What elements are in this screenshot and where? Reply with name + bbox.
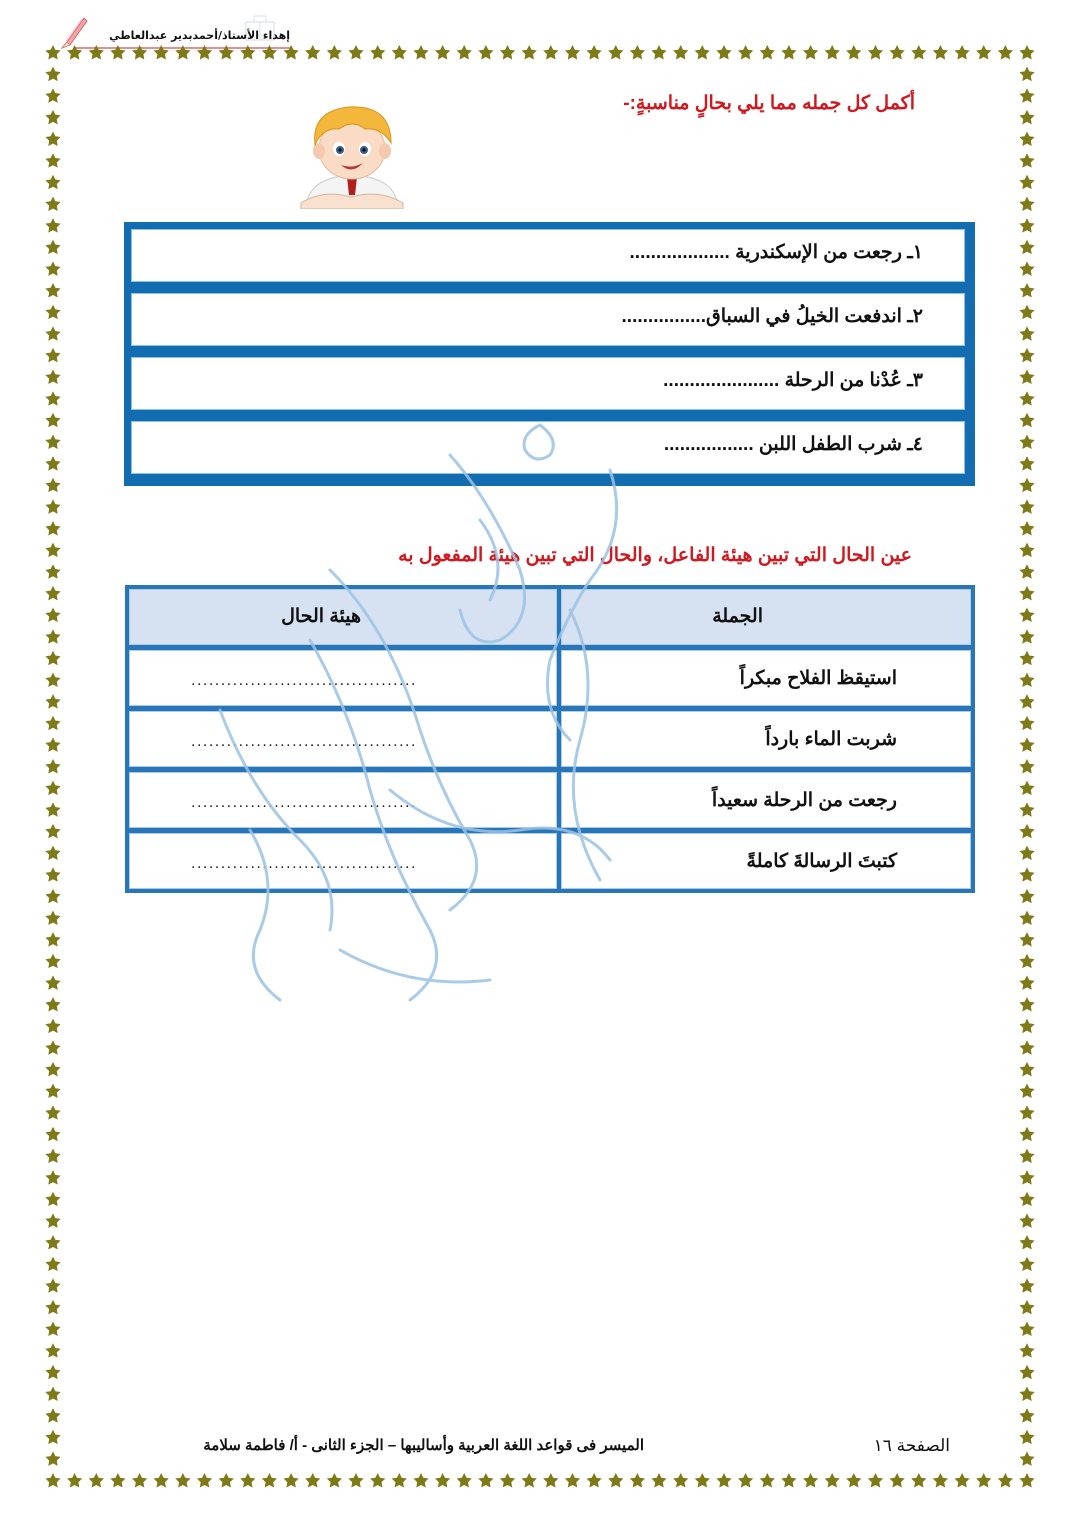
- answer-blank[interactable]: ......................................: [191, 672, 417, 689]
- star-icon: [45, 1300, 60, 1314]
- star-icon: [1019, 932, 1034, 946]
- exercise2-title: عين الحال التي تبين هيئة الفاعل، والحال التي تبين هيئة المفعول به: [398, 545, 912, 566]
- star-icon: [45, 954, 60, 968]
- star-icon: [1019, 629, 1034, 643]
- star-icon: [457, 45, 472, 59]
- star-icon: [45, 846, 60, 860]
- star-icon: [45, 1322, 60, 1336]
- star-icon: [1019, 586, 1034, 600]
- star-icon: [240, 1473, 255, 1487]
- star-icon: [45, 1257, 60, 1271]
- star-icon: [1019, 348, 1034, 362]
- star-icon: [1019, 824, 1034, 838]
- star-icon: [370, 1473, 385, 1487]
- table-row-answer[interactable]: [129, 711, 557, 767]
- star-icon: [608, 1473, 623, 1487]
- star-icon: [45, 1408, 60, 1422]
- star-icon: [45, 824, 60, 838]
- star-icon: [1019, 1084, 1034, 1098]
- star-icon: [45, 499, 60, 513]
- star-icon: [1019, 737, 1034, 751]
- star-icon: [1019, 1365, 1034, 1379]
- star-icon: [45, 1084, 60, 1098]
- star-icon: [327, 45, 342, 59]
- star-icon: [1019, 1127, 1034, 1141]
- star-icon: [651, 1473, 666, 1487]
- star-icon: [1019, 997, 1034, 1011]
- star-icon: [1019, 197, 1034, 211]
- star-icon: [45, 1387, 60, 1401]
- star-icon: [45, 975, 60, 989]
- star-icon: [45, 694, 60, 708]
- star-icon: [1019, 132, 1034, 146]
- star-icon: [284, 1473, 299, 1487]
- star-icon: [45, 1278, 60, 1292]
- star-icon: [45, 175, 60, 189]
- star-icon: [45, 88, 60, 102]
- star-icon: [846, 45, 861, 59]
- star-icon: [587, 1473, 602, 1487]
- star-icon: [1019, 1408, 1034, 1422]
- star-icon: [1019, 1149, 1034, 1163]
- star-icon: [45, 1127, 60, 1141]
- exercise1-item-text: ٢ـ اندفعت الخيلُ في السباق................: [621, 306, 923, 327]
- star-icon: [911, 1473, 926, 1487]
- exercise1-item: [131, 357, 965, 410]
- star-icon: [1019, 781, 1034, 795]
- star-icon: [45, 737, 60, 751]
- star-icon: [933, 1473, 948, 1487]
- header-sentence-label: الجملة: [712, 606, 763, 627]
- sentence-text: استيقظ الفلاح مبكراً: [739, 668, 897, 689]
- exercise1-item: [131, 229, 965, 282]
- star-icon: [543, 1473, 558, 1487]
- exercise1-title: أكمل كل جمله مما يلي بحالٍ مناسبةٍ:-: [623, 93, 915, 114]
- table-row-sentence: [561, 711, 971, 767]
- star-icon: [716, 45, 731, 59]
- star-icon: [1019, 867, 1034, 881]
- star-icon: [1019, 1235, 1034, 1249]
- table-row-answer[interactable]: [129, 772, 557, 828]
- star-icon: [955, 1473, 970, 1487]
- star-icon: [45, 370, 60, 384]
- star-icon: [1019, 954, 1034, 968]
- star-icon: [695, 45, 710, 59]
- star-icon: [868, 1473, 883, 1487]
- star-icon: [781, 1473, 796, 1487]
- star-icon: [500, 1473, 515, 1487]
- exercise1-item: [131, 421, 965, 474]
- star-icon: [522, 45, 537, 59]
- table-header-state: [129, 589, 557, 645]
- star-icon: [695, 1473, 710, 1487]
- star-icon: [608, 45, 623, 59]
- star-icon: [45, 543, 60, 557]
- star-icon: [1019, 521, 1034, 535]
- star-icon: [45, 348, 60, 362]
- star-icon: [976, 1473, 991, 1487]
- star-icon: [565, 45, 580, 59]
- star-icon: [1019, 1019, 1034, 1033]
- exercise1-item-text: ١ـ رجعت من الإسكندرية ...................: [629, 242, 923, 263]
- star-icon: [478, 1473, 493, 1487]
- star-icon: [1019, 1473, 1034, 1487]
- star-icon: [45, 326, 60, 340]
- star-icon: [45, 153, 60, 167]
- star-icon: [45, 586, 60, 600]
- credit-underline: [75, 47, 290, 49]
- star-icon: [673, 1473, 688, 1487]
- star-icon: [1019, 478, 1034, 492]
- star-icon: [219, 1473, 234, 1487]
- star-icon: [154, 1473, 169, 1487]
- star-icon: [976, 45, 991, 59]
- star-icon: [132, 1473, 147, 1487]
- star-icon: [67, 1473, 82, 1487]
- star-icon: [1019, 673, 1034, 687]
- star-icon: [45, 716, 60, 730]
- star-icon: [1019, 391, 1034, 405]
- star-icon: [45, 1062, 60, 1076]
- star-icon: [1019, 1105, 1034, 1119]
- exercise1-item-text: ٤ـ شرب الطفل اللبن .................: [663, 434, 923, 455]
- star-icon: [760, 1473, 775, 1487]
- star-icon: [1019, 45, 1034, 59]
- star-icon: [45, 759, 60, 773]
- star-icon: [45, 1213, 60, 1227]
- star-icon: [45, 1105, 60, 1119]
- star-icon: [803, 1473, 818, 1487]
- star-icon: [565, 1473, 580, 1487]
- star-icon: [1019, 326, 1034, 340]
- star-icon: [825, 45, 840, 59]
- star-icon: [587, 45, 602, 59]
- star-icon: [1019, 975, 1034, 989]
- exercise1-box: [124, 222, 975, 486]
- star-icon: [45, 608, 60, 622]
- star-icon: [1019, 218, 1034, 232]
- star-icon: [1019, 846, 1034, 860]
- star-icon: [868, 45, 883, 59]
- star-icon: [305, 1473, 320, 1487]
- star-icon: [45, 1149, 60, 1163]
- star-icon: [998, 45, 1013, 59]
- star-icon: [522, 1473, 537, 1487]
- star-icon: [45, 240, 60, 254]
- star-icon: [825, 1473, 840, 1487]
- star-icon: [1019, 413, 1034, 427]
- star-icon: [803, 45, 818, 59]
- star-icon: [1019, 305, 1034, 319]
- star-icon: [45, 1235, 60, 1249]
- star-icon: [45, 802, 60, 816]
- footer-page-number: الصفحة ١٦: [873, 1436, 950, 1455]
- star-icon: [45, 1430, 60, 1444]
- table-row-sentence: [561, 772, 971, 828]
- star-icon: [478, 45, 493, 59]
- star-icon: [651, 45, 666, 59]
- star-icon: [1019, 608, 1034, 622]
- star-icon: [45, 1170, 60, 1184]
- star-icon: [45, 283, 60, 297]
- star-icon: [45, 781, 60, 795]
- star-icon: [760, 45, 775, 59]
- star-icon: [1019, 651, 1034, 665]
- star-icon: [1019, 370, 1034, 384]
- sentence-text: كتبتَ الرسالةَ كاملةً: [746, 851, 897, 872]
- star-icon: [890, 1473, 905, 1487]
- boy-illustration: [293, 97, 411, 209]
- star-icon: [175, 1473, 190, 1487]
- star-icon: [45, 1343, 60, 1357]
- star-icon: [543, 45, 558, 59]
- star-icon: [1019, 1451, 1034, 1465]
- star-icon: [1019, 1387, 1034, 1401]
- star-icon: [955, 45, 970, 59]
- star-icon: [1019, 283, 1034, 297]
- star-icon: [1019, 499, 1034, 513]
- answer-blank[interactable]: ......................................: [191, 794, 417, 811]
- star-icon: [45, 564, 60, 578]
- star-icon: [781, 45, 796, 59]
- credit-text: إهداء الأستاذ/أحمدبدير عبدالعاطي: [109, 29, 290, 42]
- exercise1-item: [131, 293, 965, 346]
- star-icon: [45, 1019, 60, 1033]
- star-icon: [45, 1192, 60, 1206]
- star-icon: [305, 45, 320, 59]
- star-icon: [435, 1473, 450, 1487]
- star-icon: [348, 1473, 363, 1487]
- star-icon: [45, 67, 60, 81]
- star-icon: [45, 629, 60, 643]
- star-icon: [1019, 435, 1034, 449]
- star-icon: [45, 261, 60, 275]
- star-icon: [1019, 1213, 1034, 1227]
- star-icon: [262, 1473, 277, 1487]
- star-icon: [1019, 67, 1034, 81]
- star-icon: [1019, 1343, 1034, 1357]
- star-icon: [45, 110, 60, 124]
- star-icon: [45, 1473, 60, 1487]
- star-icon: [1019, 1170, 1034, 1184]
- star-icon: [998, 1473, 1013, 1487]
- star-icon: [1019, 1278, 1034, 1292]
- star-icon: [413, 45, 428, 59]
- table-header-sentence: [561, 589, 971, 645]
- star-icon: [197, 1473, 212, 1487]
- star-icon: [1019, 1062, 1034, 1076]
- star-icon: [1019, 1257, 1034, 1271]
- star-icon: [1019, 889, 1034, 903]
- star-icon: [1019, 153, 1034, 167]
- exercise1-item-text: ٣ـ عُدْنا من الرحلة ......................: [663, 370, 923, 391]
- star-icon: [630, 45, 645, 59]
- star-icon: [846, 1473, 861, 1487]
- star-icon: [738, 45, 753, 59]
- star-icon: [45, 197, 60, 211]
- star-icon: [45, 1451, 60, 1465]
- star-icon: [1019, 911, 1034, 925]
- star-icon: [1019, 456, 1034, 470]
- star-icon: [1019, 1430, 1034, 1444]
- star-icon: [45, 391, 60, 405]
- star-icon: [45, 413, 60, 427]
- star-icon: [45, 218, 60, 232]
- star-icon: [1019, 759, 1034, 773]
- star-icon: [738, 1473, 753, 1487]
- exercise2-table: [125, 585, 975, 893]
- star-icon: [500, 45, 515, 59]
- star-icon: [1019, 1300, 1034, 1314]
- table-row-sentence: [561, 650, 971, 706]
- star-icon: [370, 45, 385, 59]
- star-icon: [45, 478, 60, 492]
- star-icon: [673, 45, 688, 59]
- table-row-sentence: [561, 833, 971, 889]
- star-icon: [45, 435, 60, 449]
- star-icon: [45, 911, 60, 925]
- star-icon: [1019, 88, 1034, 102]
- star-icon: [45, 1040, 60, 1054]
- star-icon: [933, 45, 948, 59]
- star-icon: [392, 1473, 407, 1487]
- star-icon: [716, 1473, 731, 1487]
- star-icon: [110, 1473, 125, 1487]
- header-state-label: هيئة الحال: [281, 606, 361, 627]
- star-icon: [1019, 1322, 1034, 1336]
- star-icon: [45, 867, 60, 881]
- footer-book-title: الميسر فى قواعد اللغة العربية وأساليبها – الجزء الثانى - أ/ فاطمة سلامة: [203, 1437, 644, 1454]
- sentence-text: شربت الماء بارداً: [765, 729, 897, 750]
- star-icon: [45, 521, 60, 535]
- star-icon: [1019, 716, 1034, 730]
- star-icon: [1019, 694, 1034, 708]
- star-icon: [1019, 543, 1034, 557]
- star-icon: [1019, 1192, 1034, 1206]
- star-icon: [1019, 1040, 1034, 1054]
- table-row-answer[interactable]: [129, 650, 557, 706]
- star-icon: [1019, 802, 1034, 816]
- star-icon: [630, 1473, 645, 1487]
- star-icon: [890, 45, 905, 59]
- star-icon: [45, 305, 60, 319]
- star-icon: [1019, 240, 1034, 254]
- answer-blank[interactable]: ......................................: [191, 733, 417, 750]
- sentence-text: رجعت من الرحلة سعيداً: [711, 790, 897, 811]
- header-credit: [75, 14, 290, 48]
- star-icon: [45, 889, 60, 903]
- star-icon: [45, 997, 60, 1011]
- table-row-answer[interactable]: [129, 833, 557, 889]
- star-icon: [89, 1473, 104, 1487]
- star-icon: [45, 932, 60, 946]
- star-icon: [413, 1473, 428, 1487]
- star-icon: [327, 1473, 342, 1487]
- star-icon: [1019, 110, 1034, 124]
- star-icon: [1019, 261, 1034, 275]
- star-icon: [45, 132, 60, 146]
- star-icon: [45, 1365, 60, 1379]
- star-icon: [1019, 564, 1034, 578]
- star-icon: [348, 45, 363, 59]
- star-icon: [1019, 175, 1034, 189]
- star-icon: [45, 651, 60, 665]
- star-icon: [457, 1473, 472, 1487]
- star-icon: [45, 673, 60, 687]
- star-icon: [45, 456, 60, 470]
- star-icon: [392, 45, 407, 59]
- star-icon: [911, 45, 926, 59]
- answer-blank[interactable]: ......................................: [191, 855, 417, 872]
- star-icon: [435, 45, 450, 59]
